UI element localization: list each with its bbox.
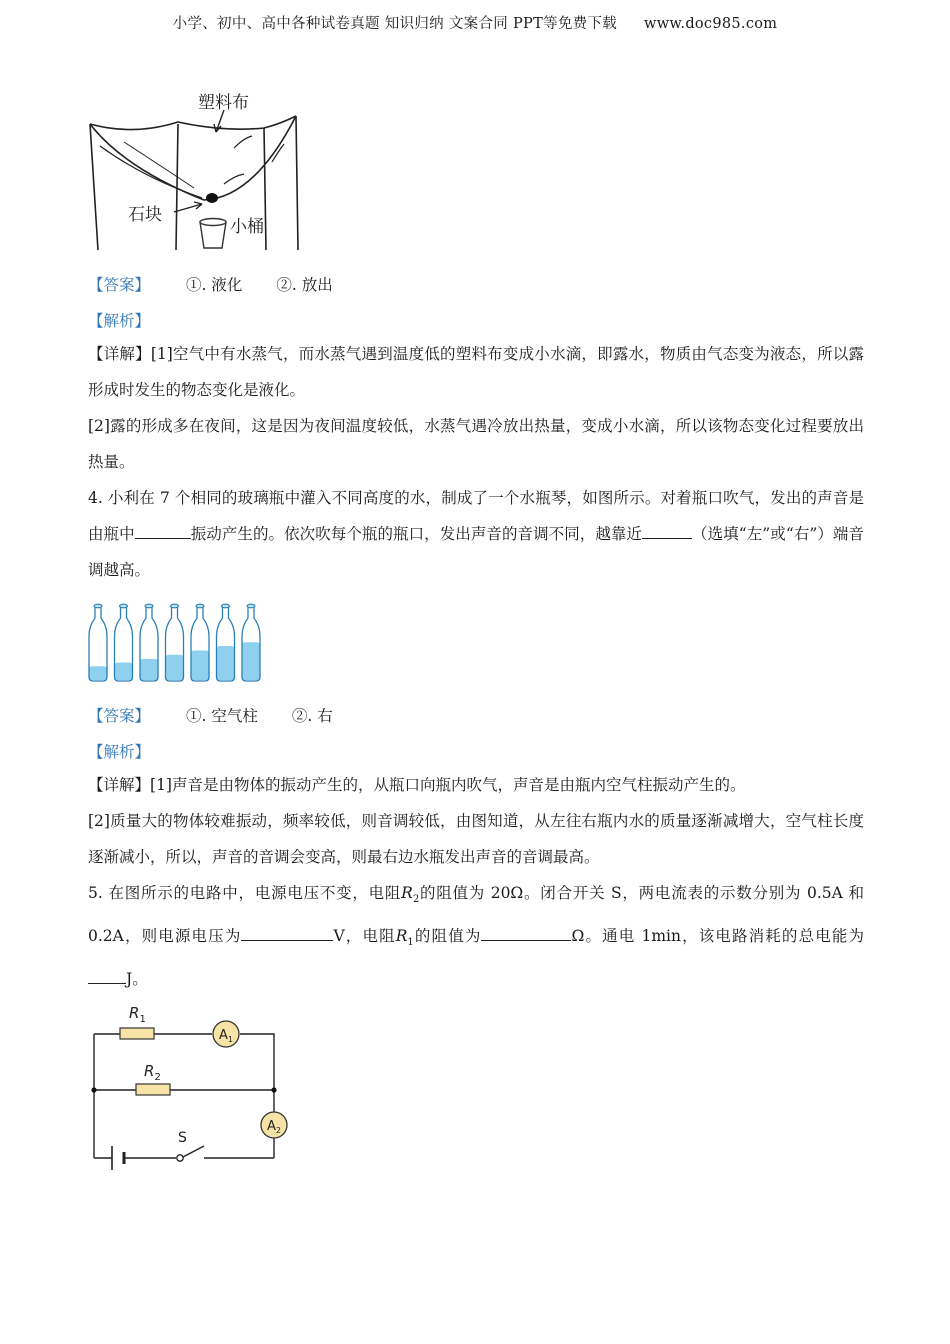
r1-symbol: R	[395, 927, 408, 946]
q4-stem-b: 振动产生的。依次吹每个瓶的瓶口，发出声音的音调不同，越靠近	[190, 525, 642, 543]
bottle-water	[242, 642, 260, 680]
water-bottle	[242, 604, 260, 681]
q4-blank-2	[642, 537, 692, 539]
water-bottle	[191, 604, 209, 681]
q3-answer-line	[88, 273, 333, 295]
bottle-mouth	[247, 604, 255, 608]
q5-stem-a: 5. 在图所示的电路中，电源电压不变，电阻	[88, 884, 402, 902]
detail-tag: 【详解】	[88, 345, 151, 363]
bottle-mouth	[120, 604, 128, 608]
water-bottle	[140, 604, 158, 681]
analysis-tag: 【解析】	[88, 312, 151, 330]
q4-answer-line	[88, 704, 333, 726]
q5-blank-2	[481, 939, 571, 941]
r2-label-sub: 2	[154, 1072, 161, 1083]
water-bottle	[89, 604, 107, 681]
q5-stem-d: V，电阻	[333, 927, 396, 946]
bottle-water	[89, 666, 107, 680]
bottle-mouth	[94, 604, 102, 608]
q4-detail-2: [2]质量大的物体较难振动，频率较低，则音调较低，由图知道，从左往右瓶内水的质量逐渐减增大，空气柱长度逐渐减小，所以，声音的音调会变高，则最右边水瓶发出声音的音调最高。	[88, 812, 864, 866]
q5-blank-1	[241, 939, 333, 941]
resistor-r1	[120, 1028, 154, 1039]
detail-tag: 【详解】	[88, 776, 151, 794]
r2-label: R	[144, 1062, 155, 1080]
bottle-water	[217, 646, 235, 680]
q4-analysis-tag	[88, 740, 150, 762]
q5-stem-g: J。	[126, 970, 148, 989]
r1-subscript: 1	[407, 937, 414, 949]
stone-label: 石块	[128, 205, 162, 225]
r2-symbol: R	[401, 884, 413, 902]
water-bottle	[217, 604, 235, 681]
a2-label: A	[267, 1119, 276, 1134]
header-site: www.doc985.com	[644, 16, 778, 32]
answer-2: ②. 右	[291, 707, 333, 725]
water-bottle	[166, 604, 184, 681]
answer-2: ②. 放出	[276, 276, 333, 294]
header-text: 小学、初中、高中各种试卷真题 知识归纳 文案合同 PPT等免费下载	[172, 16, 618, 32]
r1-label: R	[129, 1004, 140, 1022]
q5-stem	[88, 875, 864, 997]
bucket-label: 小桶	[230, 217, 264, 237]
bottle-water	[115, 663, 133, 680]
q4-stem-a: 4. 小利在 7 个相同的玻璃瓶中灌入不同高度的水，制成了一个水瓶琴，如图所示。对着瓶口吹气，发出的声音是由瓶中	[88, 489, 864, 543]
q3-detail-2: [2]露的形成多在夜间，这是因为夜间温度较低，水蒸气遇冷放出热量，变成小水滴，所以该物态变化过程要放出热量。	[88, 417, 864, 471]
switch-label: S	[178, 1130, 187, 1146]
answer-tag: 【答案】	[88, 707, 151, 725]
q4-stem	[88, 480, 864, 588]
r1-label-sub: 1	[139, 1014, 146, 1025]
bottle-mouth	[171, 604, 179, 608]
svg-text:R1	[129, 1004, 146, 1025]
answer-1: ①. 液化	[186, 276, 243, 294]
resistor-r2	[136, 1084, 170, 1095]
q5-stem-e: 的阻值为	[413, 927, 482, 946]
q4-blank-1	[135, 537, 191, 539]
a1-label: A	[219, 1028, 228, 1043]
dew-collector-figure	[84, 88, 304, 256]
q5-blank-3	[88, 982, 126, 984]
svg-text:R2	[144, 1062, 161, 1083]
q3-detail-1	[88, 336, 864, 408]
q3-analysis-tag	[88, 309, 150, 331]
water-bottles-figure	[86, 600, 266, 684]
analysis-tag: 【解析】	[88, 743, 151, 761]
page-header	[0, 12, 950, 33]
bottle-mouth	[145, 604, 153, 608]
answer-1: ①. 空气柱	[186, 707, 258, 725]
q5-stem-f: Ω。通电 1min，该电路消耗的总电能为	[571, 927, 864, 946]
bottle-water	[166, 655, 184, 680]
detail-1-text: [1]空气中有水蒸气，而水蒸气遇到温度低的塑料布变成小水滴，即露水，物质由气态变为液态，所以露形成时发生的物态变化是液化。	[88, 345, 864, 399]
r2-subscript: 2	[412, 894, 420, 906]
bottle-water	[140, 659, 158, 680]
detail-1-text: [1]声音是由物体的振动产生的，从瓶口向瓶内吹气，声音是由瓶内空气柱振动产生的。	[150, 776, 746, 794]
a1-label-sub: 1	[227, 1035, 233, 1044]
water-bottle	[115, 604, 133, 681]
cloth-label: 塑料布	[198, 93, 249, 113]
a2-label-sub: 2	[275, 1126, 281, 1135]
answer-tag: 【答案】	[88, 276, 151, 294]
bottle-mouth	[196, 604, 204, 608]
q4-stem-c: （选填“左”或“右”）端音调越高。	[88, 525, 864, 579]
bottle-mouth	[222, 604, 230, 608]
q4-detail-1	[88, 767, 864, 803]
q5-stem-c: 0.2A，则电源电压为	[88, 927, 242, 946]
q5-stem-b: 的阻值为 20Ω。闭合开关 S，两电流表的示数分别为 0.5A 和	[419, 884, 864, 902]
circuit-diagram	[84, 996, 304, 1176]
bottle-water	[191, 651, 209, 680]
